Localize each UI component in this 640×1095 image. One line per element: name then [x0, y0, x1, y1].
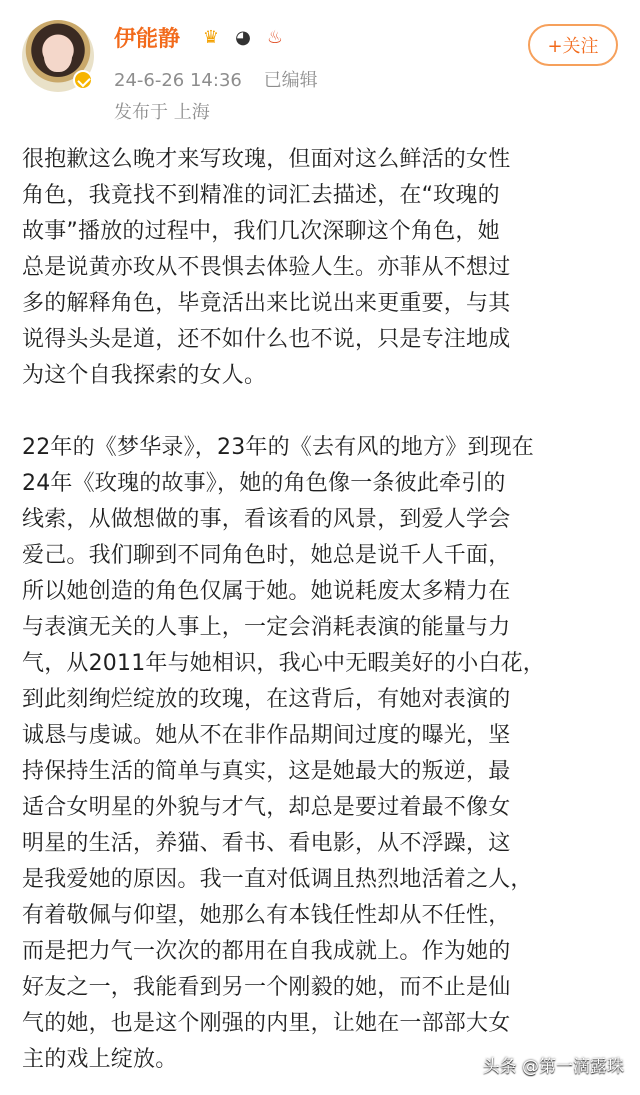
username[interactable]: 伊能静	[114, 27, 181, 52]
post-paragraph-1: 很抱歉这么晚才来写玫瑰，但面对这么鲜活的女性 角色，我竟找不到精准的词汇去描述，在“玫瑰的 故事”播放的过程中，我们几次深聊这个角色，她 总是说黄亦玫从不畏惧去体验人生。亦菲从不想过 多的解释角色，毕竟活出来比说出来更重要，与其 说得头头是道，还不如什么也不说，只是专注地成 为这个自我探索的女人。	[22, 147, 511, 388]
follow-button[interactable]: +关注	[528, 24, 618, 66]
avatar-face	[44, 38, 72, 72]
dragon-icon: ♨	[266, 27, 284, 48]
post-content	[22, 142, 626, 1078]
verified-icon	[73, 70, 93, 90]
post-paragraph-2: 22年的《梦华录》，23年的《去有风的地方》到现在 24年《玫瑰的故事》，她的角色像一条彼此牵引的 线索，从做想做的事，看该看的风景，到爱人学会 爱己。我们聊到不同角色时，她总是说千人千面， 所以她创造的角色仅属于她。她说耗废太多精力在 与表演无关的人事上，一定会消耗表演的能量与力 气，从2011年与她相识，我心中无暇美好的小白花， 到此刻绚烂绽放的玫瑰，在这背后，有她对表演的 诚恳与虔诚。她从不在非作品期间过度的曝光，坚 持保持生活的简单与真实，这是她最大的叛逆，最 适合女明星的外貌与才气，却总是要过着最不像女 明星的生活，养猫、看书、看电影，从不浮躁，这 是我爱她的原因。我一直对低调且热烈地活着之人， 有着敬佩与仰望，她那么有本钱任性却从不任性， 而是把力气一次次的都用在自我成就上。作为她的 好友之一，我能看到另一个刚毅的她，而不止是仙 气的她，也是这个刚强的内里，让她在一部部大女 主的戏上绽放。	[22, 435, 545, 1072]
panda-icon: ◕	[235, 27, 251, 48]
edited-label: 已编辑	[263, 70, 318, 91]
crown-icon: ♛	[202, 27, 220, 48]
post-timestamp: 24-6-26 14:36	[114, 70, 242, 91]
post-location: 发布于 上海	[114, 102, 210, 123]
post-meta	[114, 66, 318, 92]
watermark: 头条 @第一滴露珠	[482, 1057, 624, 1077]
post-header	[0, 0, 640, 130]
user-badges	[198, 24, 288, 52]
